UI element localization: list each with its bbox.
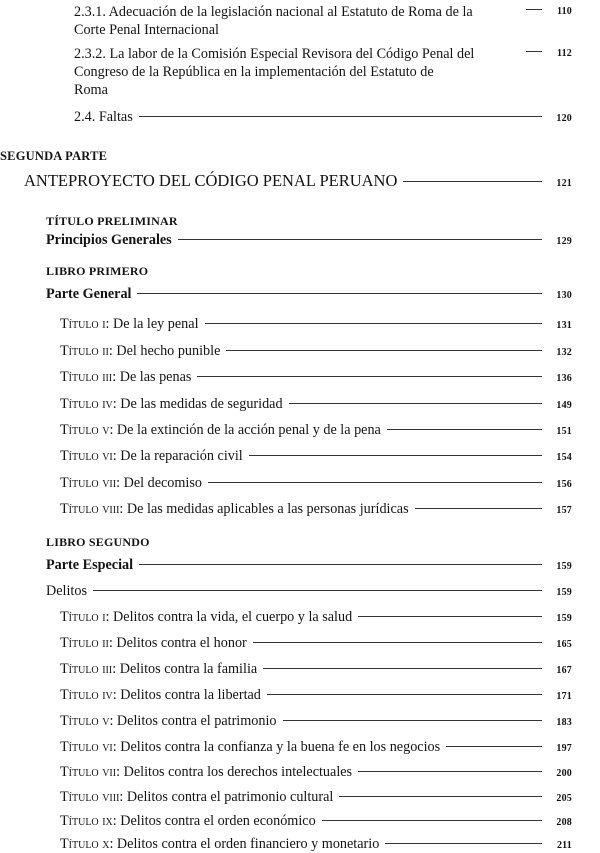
titulo-prefix: Título i — [60, 609, 106, 625]
titulo-text: : De la reparación civil — [112, 448, 243, 464]
page-number: 131 — [556, 320, 572, 331]
page-number: 183 — [556, 717, 572, 728]
toc-entry-titulo — [60, 369, 572, 386]
titulo-prefix: Título vi — [60, 448, 113, 464]
libro-segundo-heading: LIBRO SEGUNDO — [46, 535, 150, 549]
toc-leader-row — [520, 6, 572, 17]
leader-line — [526, 9, 542, 10]
leader-line — [139, 116, 542, 117]
titulo-text: : Delitos contra la familia — [112, 661, 258, 677]
titulo-prefix: Título v — [60, 713, 110, 729]
toc-entry-titulo — [60, 316, 572, 333]
toc-entry-label: Parte Especial — [46, 557, 134, 573]
page-number: 197 — [556, 743, 572, 754]
leader-line — [267, 694, 542, 695]
leader-line — [387, 429, 542, 430]
toc-entry-titulo — [60, 501, 572, 518]
toc-entry-titulo — [60, 475, 572, 492]
titulo-preliminar-heading: TÍTULO PRELIMINAR — [46, 214, 178, 228]
toc-entry-principios — [46, 232, 572, 249]
leader-line — [263, 668, 542, 669]
titulo-prefix: Título iv — [60, 687, 113, 703]
leader-line — [178, 239, 542, 240]
toc-entry-titulo — [60, 836, 572, 853]
titulo-text: : Delitos contra el honor — [108, 635, 247, 651]
toc-entry-label: ANTEPROYECTO DEL CÓDIGO PENAL PERUANO — [24, 171, 398, 190]
toc-entry-anteproyecto — [24, 171, 572, 191]
titulo-text: : Delitos contra el orden económico — [112, 813, 316, 829]
leader-line — [322, 820, 542, 821]
titulo-prefix: Título viii — [60, 789, 120, 805]
titulo-prefix: Título vii — [60, 764, 117, 780]
titulo-prefix: Título iii — [60, 661, 113, 677]
leader-line — [253, 642, 542, 643]
titulo-text: : Delitos contra la libertad — [112, 687, 261, 703]
toc-entry-delitos — [46, 583, 572, 600]
titulo-text: : Delitos contra la confianza y la buena fe en los negocios — [112, 739, 441, 755]
leader-line — [415, 508, 542, 509]
page-number: 211 — [556, 840, 572, 851]
titulo-prefix: Título iv — [60, 396, 113, 412]
titulo-text: : Delitos contra el orden financiero y monetario — [109, 836, 380, 852]
toc-entry-label: Parte General — [46, 286, 132, 302]
toc-entry-line: Roma — [74, 82, 108, 98]
titulo-text: : Del hecho punible — [108, 343, 221, 359]
toc-entry-label: Delitos — [46, 583, 87, 599]
leader-line — [289, 403, 542, 404]
page-number: 159 — [556, 561, 572, 572]
leader-line — [358, 771, 542, 772]
titulo-prefix: Título ii — [60, 343, 109, 359]
toc-entry-titulo — [60, 789, 572, 806]
page-number: 110 — [556, 6, 572, 17]
toc-entry-titulo — [60, 422, 572, 439]
page-number: 205 — [556, 793, 572, 804]
page-number: 200 — [556, 768, 572, 779]
toc-entry-titulo — [60, 609, 572, 626]
leader-line — [385, 843, 542, 844]
titulo-text: : De la extinción de la acción penal y de la pena — [109, 422, 381, 438]
toc-entry-line: 2.3.2. La labor de la Comisión Especial Revisora del Código Penal del — [74, 46, 475, 62]
titulo-text: : Delitos contra los derechos intelectuales — [116, 764, 353, 780]
titulo-prefix: Título vii — [60, 475, 117, 491]
toc-entry-titulo — [60, 661, 572, 678]
page-number: 120 — [556, 113, 572, 124]
toc-entry-titulo — [60, 687, 572, 704]
toc-entry-label: Principios Generales — [46, 232, 172, 248]
toc-entry-parte-general — [46, 286, 572, 303]
toc-entry-line: Corte Penal Internacional — [74, 22, 219, 38]
toc-entry-line: Congreso de la República en la implementación del Estatuto de — [74, 64, 434, 80]
titulo-prefix: Título iii — [60, 369, 113, 385]
toc-leader-row — [520, 48, 572, 59]
toc-entry-titulo — [60, 764, 572, 781]
titulo-text: : Del decomiso — [116, 475, 202, 491]
leader-line — [526, 51, 542, 52]
titulo-prefix: Título vi — [60, 739, 113, 755]
toc-entry-label: 2.4. Faltas — [74, 109, 133, 125]
page-number: 130 — [556, 290, 572, 301]
leader-line — [197, 376, 542, 377]
leader-line — [283, 720, 543, 721]
titulo-text: : De las penas — [112, 369, 192, 385]
leader-line — [208, 482, 542, 483]
titulo-text: : De las medidas aplicables a las personas jurídicas — [119, 501, 409, 517]
page-number: 167 — [556, 665, 572, 676]
leader-line — [446, 746, 542, 747]
segunda-parte-heading: SEGUNDA PARTE — [0, 149, 108, 163]
page-number: 149 — [556, 400, 572, 411]
leader-line — [403, 181, 542, 182]
page-number: 154 — [556, 452, 572, 463]
toc-entry-titulo — [60, 713, 572, 730]
titulo-prefix: Título ii — [60, 635, 109, 651]
titulo-prefix: Título v — [60, 422, 110, 438]
page-number: 165 — [556, 639, 572, 650]
page-number: 171 — [556, 691, 572, 702]
page-number: 156 — [556, 479, 572, 490]
page-number: 159 — [556, 613, 572, 624]
toc-entry-2-3-2 — [74, 45, 529, 99]
leader-line — [339, 796, 542, 797]
titulo-text: : De la ley penal — [105, 316, 199, 332]
page-number: 157 — [556, 505, 572, 516]
titulo-prefix: Título viii — [60, 501, 120, 517]
toc-entry-titulo — [60, 739, 572, 756]
toc-entry-line: 2.3.1. Adecuación de la legislación nacional al Estatuto de Roma de la — [74, 4, 473, 20]
leader-line — [358, 616, 542, 617]
titulo-text: : Delitos contra el patrimonio cultural — [119, 789, 334, 805]
leader-line — [205, 323, 542, 324]
toc-entry-titulo — [60, 635, 572, 652]
page-number: 129 — [556, 236, 572, 247]
toc-entry-titulo — [60, 448, 572, 465]
toc-entry-titulo — [60, 813, 572, 830]
toc-entry-titulo — [60, 343, 572, 360]
titulo-prefix: Título ix — [60, 813, 113, 829]
leader-line — [137, 293, 542, 294]
page-number: 136 — [556, 373, 572, 384]
titulo-text: : Delitos contra la vida, el cuerpo y la salud — [105, 609, 353, 625]
leader-line — [93, 590, 542, 591]
titulo-prefix: Título x — [60, 836, 110, 852]
toc-entry-2-4 — [74, 109, 572, 126]
toc-entry-2-3-1 — [74, 3, 514, 39]
leader-line — [226, 350, 542, 351]
page-number: 132 — [556, 347, 572, 358]
titulo-prefix: Título i — [60, 316, 106, 332]
page-number: 159 — [556, 587, 572, 598]
page-number: 208 — [556, 817, 572, 828]
page-number: 112 — [556, 48, 572, 59]
titulo-text: : De las medidas de seguridad — [112, 396, 283, 412]
toc-entry-titulo — [60, 396, 572, 413]
leader-line — [249, 455, 542, 456]
libro-primero-heading: LIBRO PRIMERO — [46, 264, 149, 278]
titulo-text: : Delitos contra el patrimonio — [109, 713, 277, 729]
leader-line — [139, 564, 542, 565]
toc-entry-parte-especial — [46, 557, 572, 574]
page-number: 151 — [556, 426, 572, 437]
page-number: 121 — [556, 178, 572, 189]
